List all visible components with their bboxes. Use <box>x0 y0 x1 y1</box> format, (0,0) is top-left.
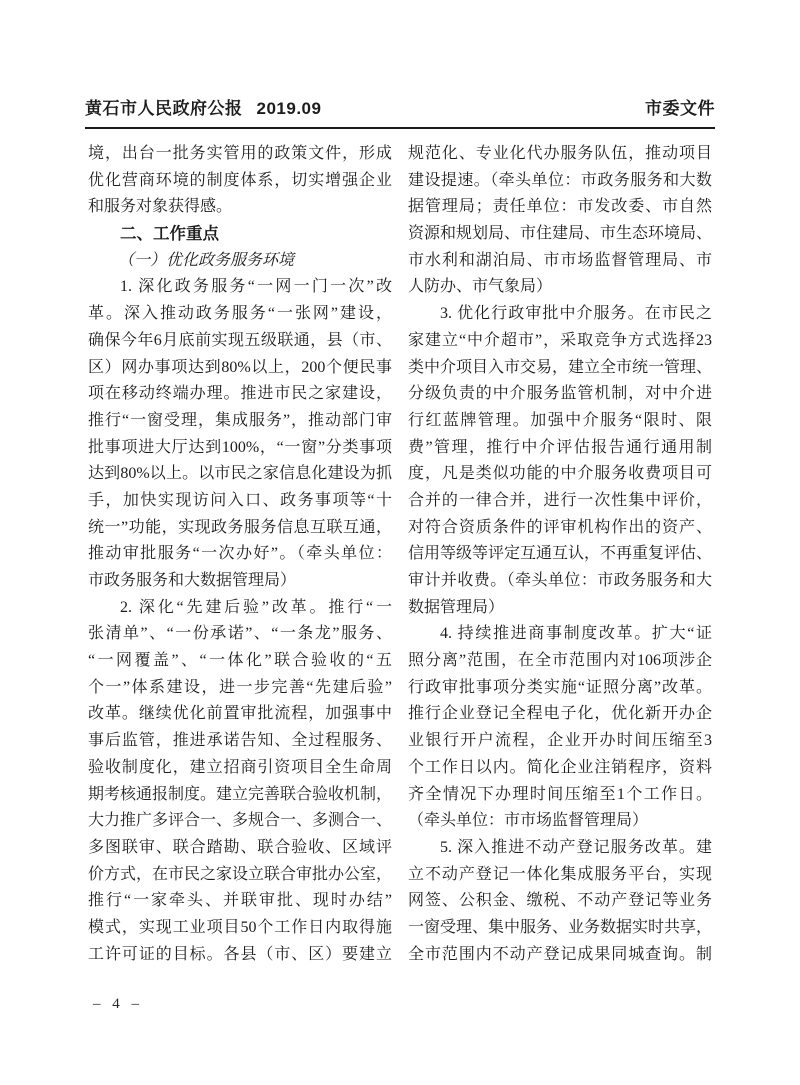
text-line: 市政务服务和大数据管理局） <box>88 572 297 589</box>
text-line: 齐全情况下办理时间压缩至1个工作日。 <box>408 785 712 803</box>
text-line: 境，出台一批务实管用的政策文件，形成 <box>88 145 392 162</box>
text-line: 信用等级等评定互通互认，不再重复评估、 <box>408 545 712 563</box>
text-line: 验收制度化，建立招商引资项目全生命周 <box>88 758 392 776</box>
text-line: 和服务对象获得感。 <box>88 198 233 216</box>
text-line: 改革。继续优化前置审批流程，加强事中 <box>88 705 392 723</box>
text-line: 5. 深入推进不动产登记服务改革。建 <box>440 838 712 856</box>
text-line: 二、工作重点 <box>120 225 219 244</box>
text-line: 家建立“中介超市”，采取竞争方式选择23 <box>408 331 712 349</box>
text-line: 区）网办事项达到80%以上，200个便民事 <box>88 358 392 376</box>
text-line: 照分离”范围，在全市范围内对106项涉企 <box>408 652 712 670</box>
text-line: 数据管理局） <box>408 598 505 616</box>
text-line: 推行企业登记全程电子化，优化新开办企 <box>408 705 712 723</box>
text-line: 审计并收费。（牵头单位：市政务服务和大 <box>408 572 712 589</box>
text-line: 价方式，在市民之家设立联合审批办公室， <box>88 865 392 883</box>
text-line: 业银行开户流程，企业开办时间压缩至3 <box>408 732 712 750</box>
page-number: – 4 – <box>93 996 143 1012</box>
text-line: 据管理局；责任单位：市发改委、市自然 <box>408 198 712 216</box>
header-divider <box>85 127 715 129</box>
gazette-title: 黄石市人民政府公报 <box>85 99 243 118</box>
text-line: 规范化、专业化代办服务队伍，推动项目 <box>408 145 712 162</box>
text-line: 1. 深化政务服务“一网一门一次”改 <box>120 278 392 296</box>
right-column <box>408 141 712 968</box>
text-line: 达到80%以上。以市民之家信息化建设为抓 <box>88 465 392 483</box>
text-line: 网签、公积金、缴税、不动产登记等业务 <box>408 892 712 910</box>
text-line: 革。深入推动政务服务“一张网”建设， <box>88 305 392 323</box>
text-line: （一）优化政务服务环境 <box>118 251 295 269</box>
page-header <box>85 97 715 121</box>
text-line: 优化营商环境的制度体系，切实增强企业 <box>88 171 392 189</box>
text-line: 工许可证的目标。各县（市、区）要建立 <box>88 945 392 963</box>
text-line: 费”管理，推行中介评估报告通行通用制 <box>408 438 712 456</box>
text-line: 批事项进大厅达到100%，“一窗”分类事项 <box>88 438 392 456</box>
document-body <box>88 141 712 968</box>
text-line: 4. 持续推进商事制度改革。扩大“证 <box>440 625 712 643</box>
text-line: 行政审批事项分类实施“证照分离”改革。 <box>408 678 712 696</box>
text-line: 对符合资质条件的评审机构作出的资产、 <box>408 518 712 536</box>
text-line: （牵头单位：市市场监督管理局） <box>408 812 649 830</box>
header-left <box>85 97 321 121</box>
text-line: 合并的一律合并，进行一次性集中评价， <box>408 491 712 509</box>
text-line: 个一”体系建设，进一步完善“先建后验” <box>88 678 392 696</box>
text-line: 项在移动终端办理。推进市民之家建设， <box>88 385 392 403</box>
text-line: 手，加快实现访问入口、政务事项等“十 <box>88 491 392 509</box>
text-line: 统一”功能，实现政务服务信息互联互通， <box>88 518 392 536</box>
text-line: 建设提速。（牵头单位：市政务服务和大数 <box>408 171 712 189</box>
text-line: 期考核通报制度。建立完善联合验收机制， <box>88 785 392 803</box>
text-line: 大力推广多评合一、多规合一、多测合一、 <box>88 812 392 830</box>
text-line: 个工作日以内。简化企业注销程序，资料 <box>408 758 712 776</box>
text-line: 人防办、市气象局） <box>408 278 553 296</box>
text-line: 推行“一窗受理，集成服务”，推动部门审 <box>88 411 392 429</box>
text-line: 推行“一家牵头、并联审批、现时办结” <box>88 892 392 910</box>
text-line: 3. 优化行政审批中介服务。在市民之 <box>440 305 712 323</box>
text-line: 推动审批服务“一次办好”。（牵头单位： <box>88 545 392 563</box>
left-column <box>88 141 392 968</box>
text-line: 2. 深化“先建后验”改革。推行“一 <box>120 598 392 616</box>
text-line: 张清单”、“一份承诺”、“一条龙”服务、 <box>88 625 392 643</box>
text-line: “一网覆盖”、“一体化”联合验收的“五 <box>88 652 392 670</box>
text-line: 市水利和湖泊局、市市场监督管理局、市 <box>408 251 712 269</box>
text-line: 行红蓝牌管理。加强中介服务“限时、限 <box>408 411 712 429</box>
text-line: 立不动产登记一体化集成服务平台，实现 <box>408 865 712 883</box>
text-line: 事后监管，推进承诺告知、全过程服务、 <box>88 732 392 750</box>
text-line: 模式，实现工业项目50个工作日内取得施 <box>88 918 392 936</box>
text-line: 度，凡是类似功能的中介服务收费项目可 <box>408 465 712 483</box>
gazette-issue: 2019.09 <box>256 99 322 118</box>
text-line: 类中介项目入市交易，建立全市统一管理、 <box>408 358 712 376</box>
header-section-label: 市委文件 <box>645 99 715 118</box>
text-line: 一窗受理、集中服务、业务数据实时共享， <box>408 918 712 936</box>
text-line: 资源和规划局、市住建局、市生态环境局、 <box>408 225 712 243</box>
text-line: 分级负责的中介服务监管机制，对中介进 <box>408 385 712 403</box>
text-line: 多图联审、联合踏勘、联合验收、区域评 <box>88 838 392 856</box>
text-line: 确保今年6月底前实现五级联通，县（市、 <box>88 331 392 349</box>
text-line: 全市范围内不动产登记成果同城查询。制 <box>408 945 712 963</box>
